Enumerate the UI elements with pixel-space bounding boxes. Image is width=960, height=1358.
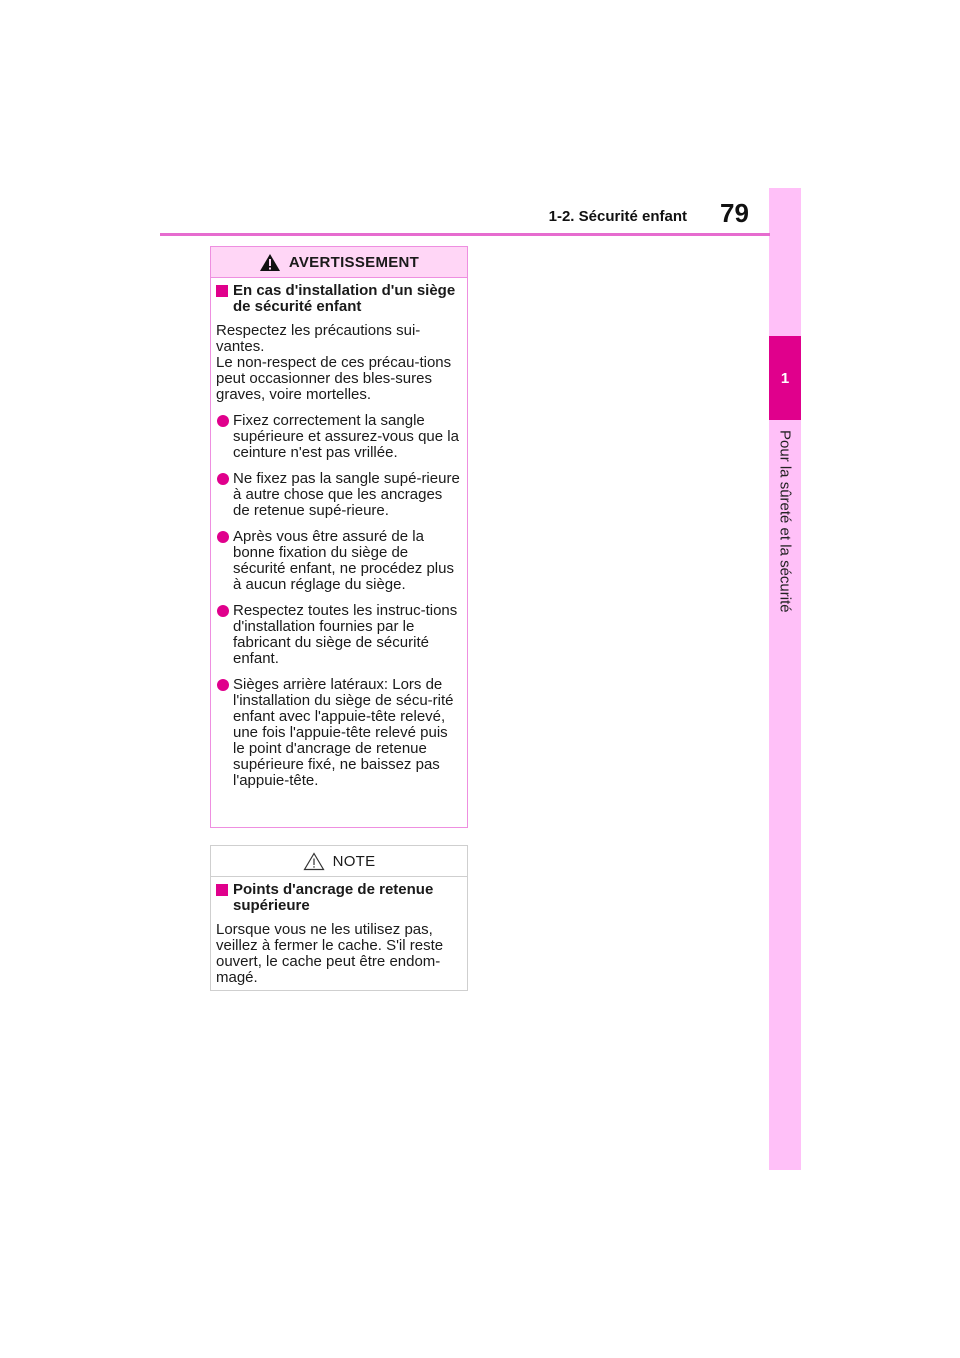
warning-bullet: Respectez toutes les instruc-tions d'installation fournies par le fabricant du siège de sécurité enfant. xyxy=(216,603,461,667)
note-text: Lorsque vous ne les utilisez pas, veillez à fermer le cache. S'il reste ouvert, le cache peut être endom-magé. xyxy=(216,921,444,986)
bullet-dot-icon xyxy=(217,679,229,691)
warning-bullet: Fixez correctement la sangle supérieure et assurez-vous que la ceinture n'est pas vrillée. xyxy=(216,413,461,461)
note-box xyxy=(210,845,468,991)
note-subhead: Points d'ancrage de retenue supérieure xyxy=(216,882,461,914)
note-header xyxy=(211,846,467,877)
warning-bullet: Sièges arrière latéraux: Lors de l'installation du siège de sécu-rité enfant avec l'appuie-tête relevé, une fois l'appuie-tête relevé puis le point d'ancrage de retenue supérieure fixé, ne baissez pas l'appuie-tête. xyxy=(216,677,461,789)
warning-header xyxy=(211,247,467,278)
warning-intro: Respectez les précautions sui-vantes. xyxy=(216,322,421,355)
page-number: 79 xyxy=(720,198,749,228)
warning-intro-2: Le non-respect de ces précau-tions peut occasionner des bles-sures graves, voire mortelles. xyxy=(216,354,452,403)
warning-box xyxy=(210,246,468,828)
bullet-dot-icon xyxy=(217,473,229,485)
warning-bullet: Après vous être assuré de la bonne fixation du siège de sécurité enfant, ne procédez plus à aucun réglage du siège. xyxy=(216,529,461,593)
warning-bullet: Ne fixez pas la sangle supé-rieure à autre chose que les ancrages de retenue supé-rieure. xyxy=(216,471,461,519)
warning-subhead: En cas d'installation d'un siège de sécurité enfant xyxy=(216,283,461,315)
warning-title: AVERTISSEMENT xyxy=(288,253,420,271)
chapter-title: Pour la sûreté et la sécurité xyxy=(776,430,794,613)
warning-triangle-icon xyxy=(259,253,281,272)
square-bullet-icon xyxy=(216,884,228,896)
chapter-number: 1 xyxy=(769,336,801,420)
header-rule xyxy=(160,233,770,236)
note-title: NOTE xyxy=(332,852,376,870)
bullet-dot-icon xyxy=(217,531,229,543)
bullet-dot-icon xyxy=(217,415,229,427)
bullet-dot-icon xyxy=(217,605,229,617)
section-title: 1-2. Sécurité enfant xyxy=(548,208,687,225)
caution-triangle-icon xyxy=(303,852,325,871)
square-bullet-icon xyxy=(216,285,228,297)
